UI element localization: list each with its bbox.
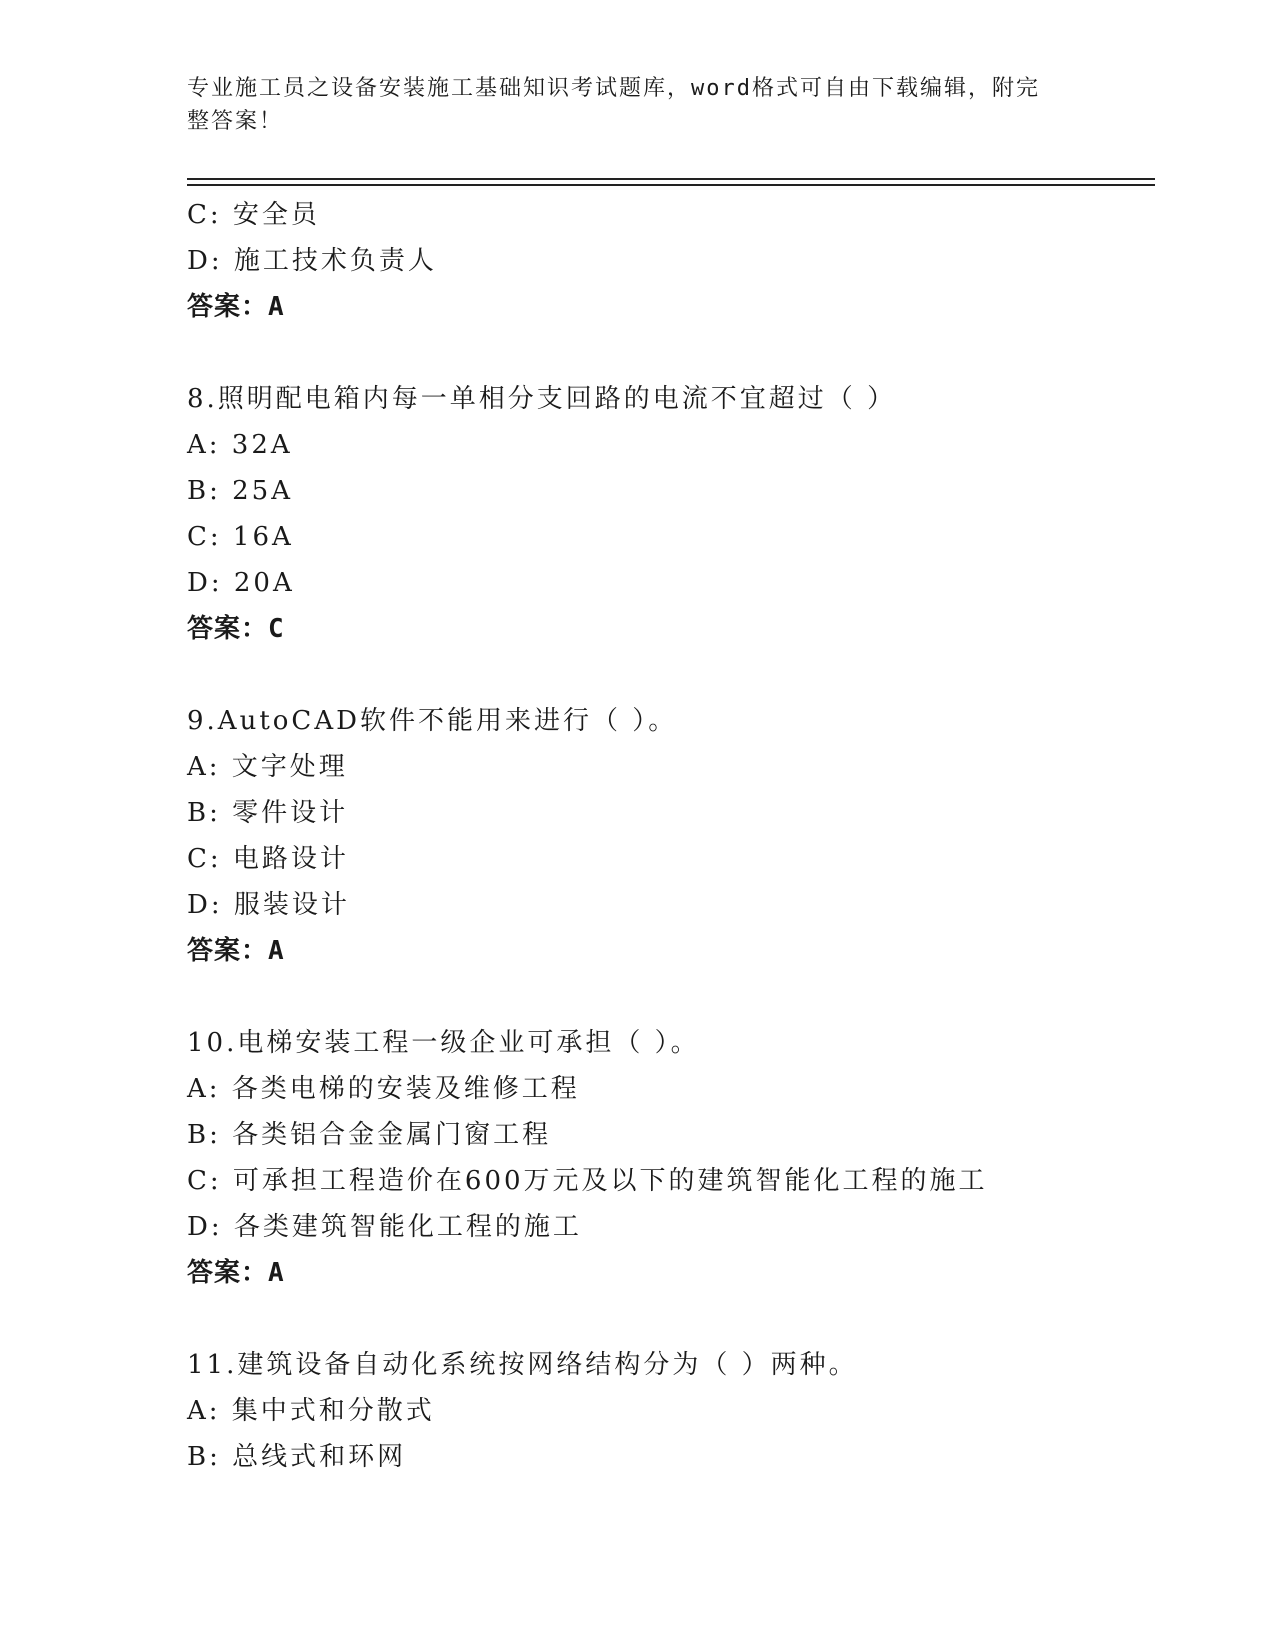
- question-list: [187, 192, 1187, 1480]
- spacer: [187, 1296, 1187, 1342]
- option-d: D: 各类建筑智能化工程的施工: [187, 1212, 582, 1242]
- question-text: 11.建筑设备自动化系统按网络结构分为（ ）两种。: [187, 1350, 858, 1380]
- option-a: A: 文字处理: [187, 752, 348, 782]
- header-line-2: 整答案！: [187, 109, 284, 134]
- option-b: B: 零件设计: [187, 798, 349, 828]
- option-a: A: 各类电梯的安装及维修工程: [187, 1074, 580, 1104]
- option-c: C: 可承担工程造价在600万元及以下的建筑智能化工程的施工: [187, 1166, 988, 1196]
- spacer: [187, 330, 1187, 376]
- header-divider-bottom: [187, 184, 1155, 186]
- question-block-9: [187, 698, 1187, 974]
- spacer: [187, 974, 1187, 1020]
- answer-label: 答案：A: [187, 292, 285, 322]
- question-text: 8.照明配电箱内每一单相分支回路的电流不宜超过（ ）: [187, 384, 897, 414]
- option-d: D: 20A: [187, 568, 295, 598]
- question-block-7: [187, 192, 1187, 330]
- option-b: B: 25A: [187, 476, 293, 506]
- option-b: B: 总线式和环网: [187, 1442, 407, 1472]
- document-header: [187, 72, 1087, 138]
- question-block-11: [187, 1342, 1187, 1480]
- question-block-8: [187, 376, 1187, 652]
- option-c: C: 电路设计: [187, 844, 349, 874]
- option-d: D: 施工技术负责人: [187, 246, 437, 276]
- header-line-1: 专业施工员之设备安装施工基础知识考试题库，word格式可自由下载编辑，附完: [187, 76, 1040, 101]
- option-c: C: 16A: [187, 522, 294, 552]
- question-block-10: [187, 1020, 1187, 1296]
- option-c: C: 安全员: [187, 200, 320, 230]
- spacer: [187, 652, 1187, 698]
- answer-label: 答案：A: [187, 1258, 285, 1288]
- header-divider-top: [187, 178, 1155, 180]
- question-text: 10.电梯安装工程一级企业可承担（ ）。: [187, 1028, 700, 1058]
- option-a: A: 集中式和分散式: [187, 1396, 435, 1426]
- option-a: A: 32A: [187, 430, 293, 460]
- question-text: 9.AutoCAD软件不能用来进行（ ）。: [187, 706, 678, 736]
- answer-label: 答案：A: [187, 936, 285, 966]
- option-b: B: 各类铝合金金属门窗工程: [187, 1120, 552, 1150]
- answer-label: 答案：C: [187, 614, 285, 644]
- option-d: D: 服装设计: [187, 890, 350, 920]
